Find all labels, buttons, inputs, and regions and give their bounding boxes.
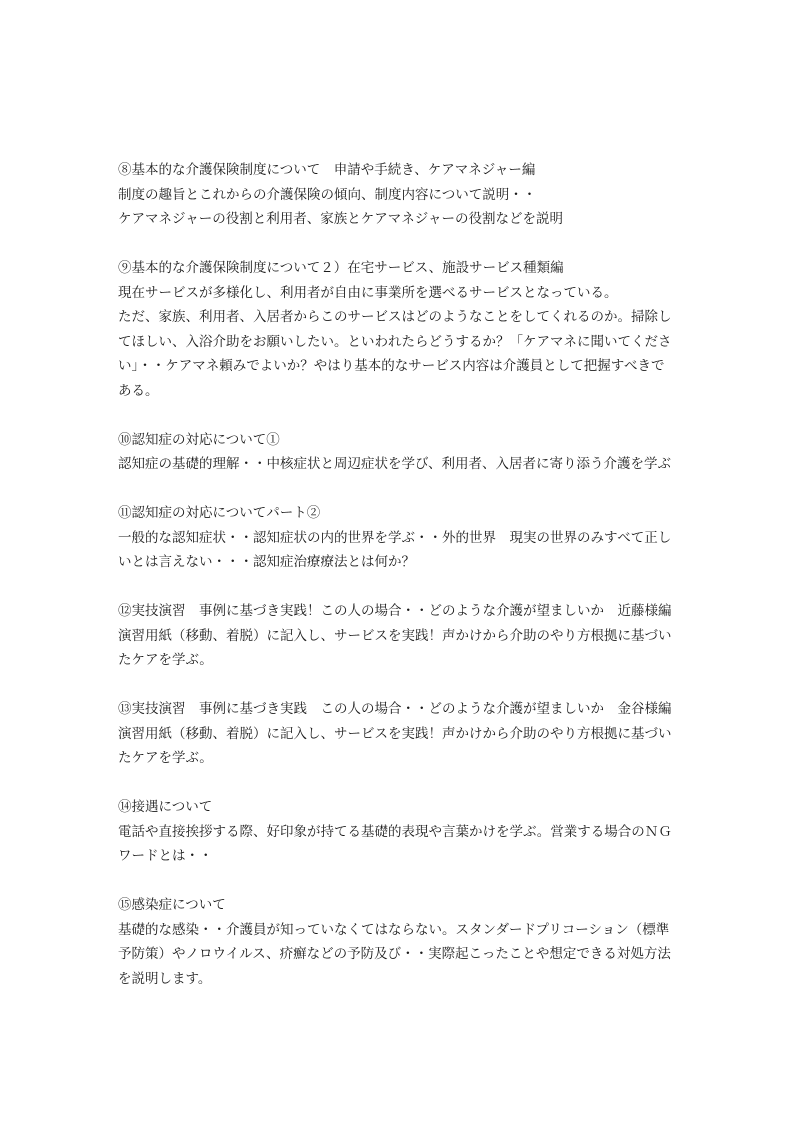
- section-text-line: 演習用紙（移動、着脱）に記入し、サービスを実践！声かけから介助のやり方根拠に基づい: [118, 627, 672, 644]
- section-text-line: 演習用紙（移動、着脱）に記入し、サービスを実践！声かけから介助のやり方根拠に基づい: [118, 725, 672, 742]
- section-text-line: 制度の趣旨とこれからの介護保険の傾向、制度内容について説明・・: [118, 186, 537, 203]
- section-heading: ⑧基本的な介護保険制度について 申請や手続き、ケアマネジャー編: [118, 162, 536, 178]
- section-text-line: 一般的な認知症状・・認知症状の内的世界を学ぶ・・外的世界 現実の世界のみすべて正し: [118, 529, 672, 546]
- section-heading: ⑮感染症について: [118, 897, 226, 913]
- section-10: [118, 428, 698, 477]
- document-body: [118, 158, 698, 1016]
- section-13: [118, 697, 698, 771]
- section-text-line: たケアを学ぶ。: [118, 652, 213, 668]
- section-heading: ⑭接遇について: [118, 799, 213, 815]
- section-heading: ⑪認知症の対応についてパート②: [118, 505, 321, 521]
- section-14: [118, 795, 698, 869]
- section-heading: ⑬実技演習 事例に基づき実践 この人の場合・・どのような介護が望ましいか 金谷様編: [118, 701, 672, 717]
- section-12: [118, 599, 698, 673]
- section-text-line: ケアマネジャーの役割と利用者、家族とケアマネジャーの役割などを説明: [118, 211, 563, 227]
- section-text-line: たケアを学ぶ。: [118, 750, 213, 766]
- section-text-line: 予防策）やノロウイルス、疥癬などの予防及び・・実際起こったことや想定できる対処方法: [118, 946, 671, 962]
- section-8: [118, 158, 698, 232]
- section-text-line: ただ、家族、利用者、入居者からこのサービスはどのようなことをしてくれるのか。掃除し: [118, 309, 672, 325]
- section-text-line: を説明します。: [118, 970, 212, 987]
- section-11: [118, 501, 698, 575]
- section-text-line: 現在サービスが多様化し、利用者が自由に事業所を選べるサービスとなっている。: [118, 284, 618, 301]
- section-15: [118, 893, 698, 991]
- section-text-line: い」・・ケアマネ頼みでよいか？やはり基本的なサービス内容は介護員として把握すべきで: [118, 358, 665, 374]
- section-text-line: ワードとは・・: [118, 848, 213, 864]
- section-heading: ⑫実技演習 事例に基づき実践！この人の場合・・どのような介護が望ましいか 近藤様編: [118, 603, 672, 619]
- section-text-line: てほしい、入浴介助をお願いしたい。といわれたらどうするか？「ケアマネに聞いてくださ: [118, 333, 672, 350]
- section-text-line: ある。: [118, 382, 159, 399]
- section-text-line: 電話や直接挨拶する際、好印象が持てる基礎的表現や言葉かけを学ぶ。営業する場合のＮＧ: [118, 823, 672, 840]
- section-text-line: 基礎的な感染・・介護員が知っていなくてはならない。スタンダードプリコーション（標準: [118, 921, 670, 938]
- section-text-line: 認知症の基礎的理解・・中核症状と周辺症状を学び、利用者、入居者に寄り添う介護を学ぶ: [118, 456, 671, 472]
- section-9: [118, 256, 698, 403]
- section-heading: ⑨基本的な介護保険制度について２）在宅サービス、施設サービス種類編: [118, 260, 564, 276]
- section-text-line: いとは言えない・・・認知症治療療法とは何か？: [118, 554, 415, 570]
- section-heading: ⑩認知症の対応について①: [118, 431, 280, 448]
